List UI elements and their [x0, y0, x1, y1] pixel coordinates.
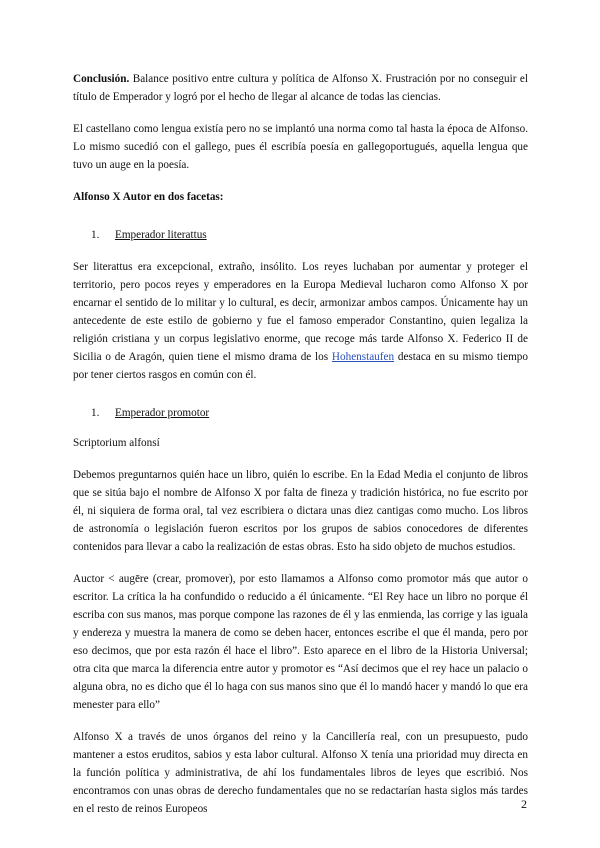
list-item-emperador-promotor	[73, 404, 528, 422]
literattus-paragraph	[73, 258, 528, 384]
list-title: Emperador literattus	[115, 229, 207, 241]
literattus-text: Ser literattus era excepcional, extraño, insólito. Los reyes luchaban por aumentar y proteger el territorio, pero pocos reyes y emperadores en la Europa Medieval lucharon como Alfonso X por encarnar el sentido de lo militar y lo cultural, es decir, armonizar ambos campos. Únicamente hay un antecedente de este estilo de gobierno y fue el famoso emperador Constantino, quien legaliza la religión cristiana y un corpus legislativo enorme, que recoge más tarde Alfonso X. Federico II de Sicilia o de Aragón, quien tiene el mismo drama de los	[73, 261, 528, 363]
list-number: 1.	[91, 229, 100, 241]
auctor-paragraph: Auctor < augēre (crear, promover), por esto llamamos a Alfonso como promotor más que autor o escritor. La crítica la ha confundido o reducido a él únicamente. “El Rey hace un libro no porque él escriba con sus manos, mas porque compone las razones de él y las enmienda, las corrige y las iguala y endereza y muestra la manera de como se deben hacer, entonces escribe el que él manda, pero por eso decimos, que por esta razón él hace el libro”. Esto aparece en el libro de la Historia Universal; otra cita que marca la diferencia entre autor y promotor es “Así decimos que el rey hace un palacio o alguna obra, no es dicho que él lo haga con sus manos sino que él lo mandó hacer y mandó lo que era menester para ello”	[73, 573, 528, 711]
list-number: 1.	[91, 407, 100, 419]
scriptorium-subheading: Scriptorium alfonsí	[73, 437, 160, 449]
final-paragraph: Alfonso X a través de unos órganos del reino y la Cancillería real, con un presupuesto, pudo mantener a estos eruditos, sabios y esta labor cultural. Alfonso X tenía una prioridad muy directa en la función política y administrativa, de ahí los fundamentales libros de leyes que escribió. Nos encontramos con unas obras de derecho fundamentales que no se redactarían hasta siglos más tardes en el resto de reinos Europeos	[73, 731, 528, 815]
page-content	[73, 70, 528, 818]
list-title: Emperador promotor	[115, 407, 210, 419]
scriptorium-paragraph: Debemos preguntarnos quién hace un libro, quién lo escribe. En la Edad Media el conjunto de libros que se sitúa bajo el nombre de Alfonso X por falta de fineza y tradición histórica, no fue escrito por él, ni siquiera de forma oral, tal vez escribiera o dictara unas diez cantigas como mucho. Los libros de astronomía o legislación fueron escritos por los grupos de sabios conocedores de diferentes contenidos para llevar a cabo la realización de estas obras. Esto ha sido objeto de muchos estudios.	[73, 469, 528, 553]
conclusion-label: Conclusión.	[73, 73, 130, 85]
conclusion-text: Balance positivo entre cultura y política de Alfonso X. Frustración por no conseguir el título de Emperador y logró por el hecho de llegar al alcance de todas las ciencias.	[73, 73, 528, 103]
castellano-paragraph: El castellano como lengua existía pero no se implantó una norma como tal hasta la época de Alfonso. Lo mismo sucedió con el gallego, pues él escribía poesía en gallegoportugués, aquella lengua que tuvo un auge en la poesía.	[73, 123, 528, 171]
section-heading: Alfonso X Autor en dos facetas:	[73, 191, 224, 203]
literattus-text-end: destaca en su mismo tiempo por tener ciertos rasgos en común con él.	[73, 351, 528, 381]
hohenstaufen-link[interactable]: Hohenstaufen	[331, 351, 395, 363]
page-number: 2	[521, 797, 527, 811]
conclusion-paragraph	[73, 70, 528, 106]
list-item-emperador-literattus	[73, 226, 528, 244]
